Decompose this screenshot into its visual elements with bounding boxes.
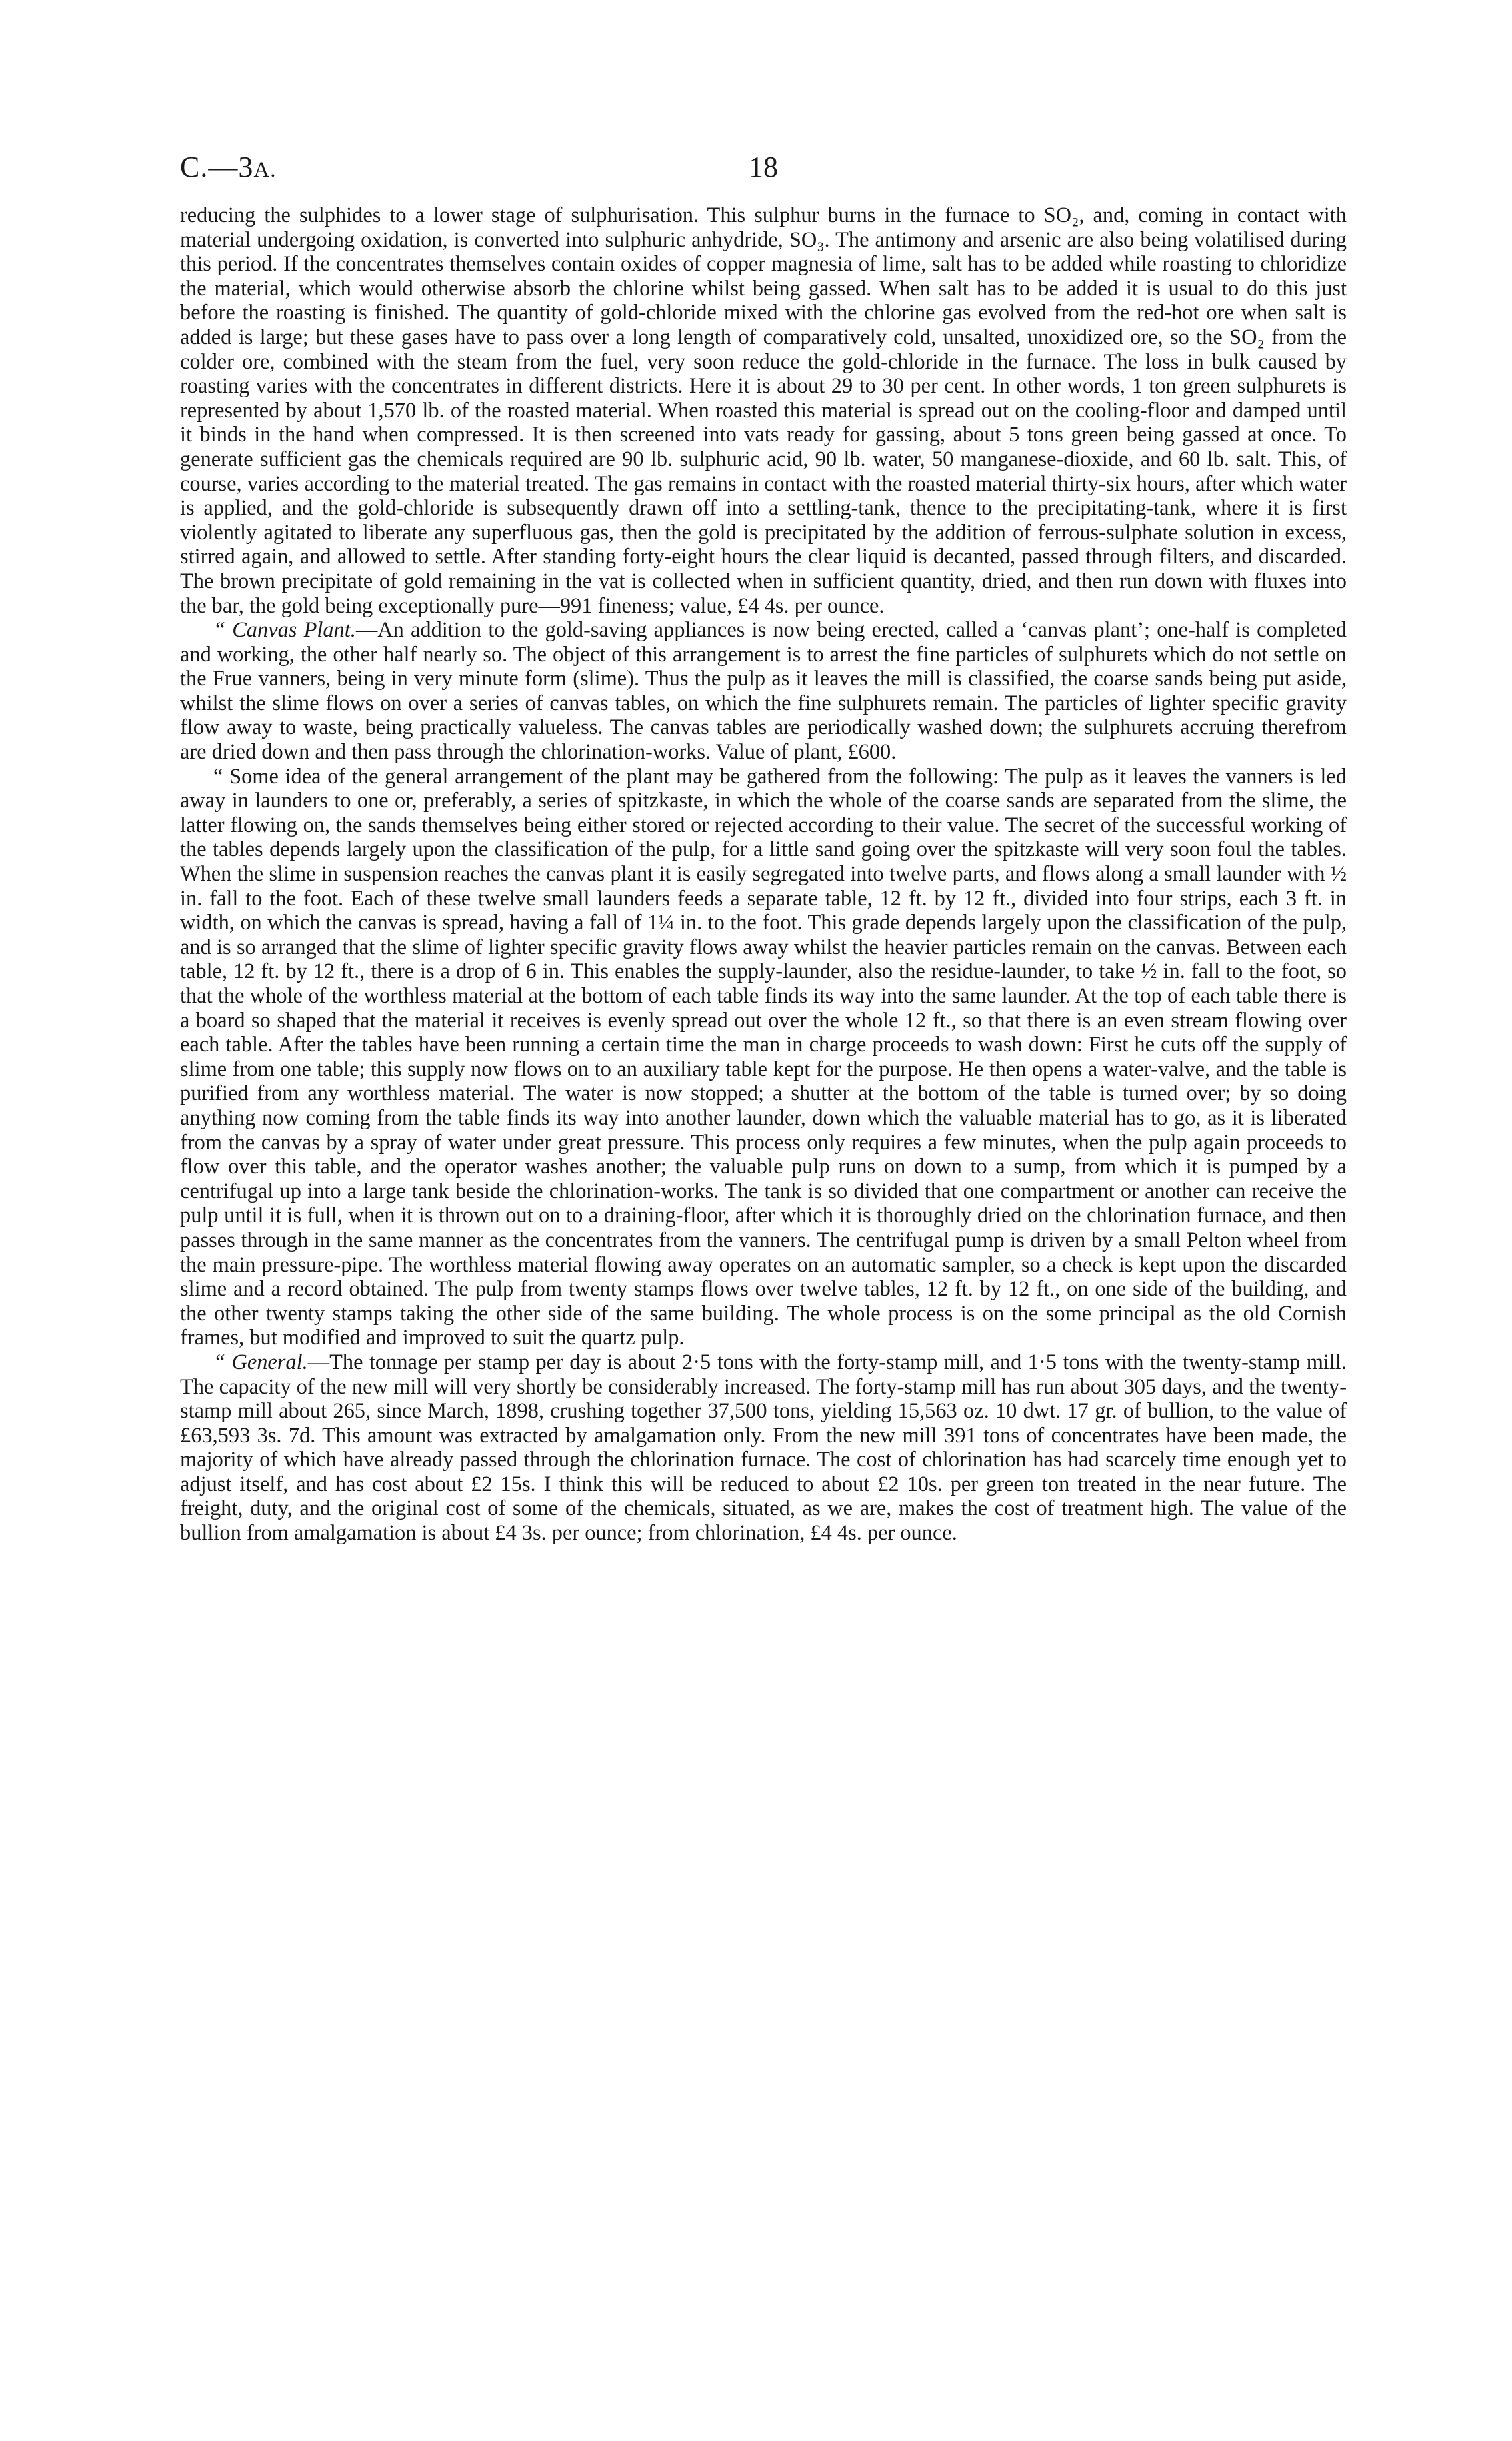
paragraph xyxy=(180,1350,1347,1546)
paragraph-lead: “ Canvas Plant. xyxy=(213,618,356,643)
report-ref-suffix: A. xyxy=(253,158,277,182)
page-body xyxy=(180,203,1347,1546)
paragraph xyxy=(180,618,1347,765)
paragraph-text: reducing the sulphides to a lower stage of sulphurisation. This sulphur burns in the furnace to SO₂, and, coming in contact with material undergoing oxidation, is converted into sulphuric anhydride, SO₃. The antimony and arsenic are also being volatilised during this period. If the concentrates themselves contain oxides of copper magnesia of lime, salt has to be added while roasting to chloridize the material, which would otherwise absorb the chlorine whilst being gassed. When salt has to be added it is usual to do this just before the roasting is finished. The quantity of gold-chloride mixed with the chlorine gas evolved from the red-hot ore when salt is added is large; but these gases have to pass over a long length of comparatively cold, unsalted, unoxidized ore, so the SO₂ from the colder ore, combined with the steam from the fuel, very soon reduce the gold-chloride in the furnace. The loss in bulk caused by roasting varies with the concentrates in different districts. Here it is about 29 to 30 per cent. In other words, 1 ton green sulphurets is represented by about 1,570 lb. of the roasted material. When roasted this material is spread out on the cooling-floor and damped until it binds in the hand when compressed. It is then screened into vats ready for gassing, about 5 tons green being gassed at once. To generate sufficient gas the chemicals required are 90 lb. sulphuric acid, 90 lb. water, 50 manganese-dioxide, and 60 lb. salt. This, of course, varies according to the material treated. The gas remains in contact with the roasted material thirty-six hours, after which water is applied, and the gold-chloride is subsequently drawn off into a settling-tank, thence to the precipitating-tank, where it is first violently agitated to liberate any superfluous gas, then the gold is precipitated by the addition of ferrous-sulphate solution in excess, stirred again, and allowed to settle. After standing forty-eight hours the clear liquid is decanted, passed through filters, and discarded. The brown precipitate of gold remaining in the vat is collected when in sufficient quantity, dried, and then run down with fluxes into the bar, the gold being exceptionally pure—991 fineness; value, £4 4s. per ounce. xyxy=(180,203,1347,618)
paragraph-text: —An addition to the gold-saving appliances is now being erected, called a ‘canvas plant’; one-half is completed and working, the other half nearly so. The object of this arrangement is to arrest the fine particles of sulphurets which do not settle on the Frue vanners, being in very minute form (slime). Thus the pulp as it leaves the mill is classified, the coarse sands being put aside, whilst the slime flows on over a series of canvas tables, on which the fine sulphurets remain. The particles of lighter specific gravity flow away to waste, being practically valueless. The canvas tables are periodically washed down; the sulphurets accruing therefrom are dried down and then pass through the chlorination-works. Value of plant, £600. xyxy=(180,618,1347,765)
paragraph xyxy=(180,203,1347,618)
report-ref-prefix: C.—3 xyxy=(180,151,254,183)
paragraph-text: —The tonnage per stamp per day is about 2·5 tons with the forty-stamp mill, and 1·5 tons with the twenty-stamp mill. The capacity of the new mill will very shortly be considerably increased. The forty-stamp mill has run about 305 days, and the twenty-stamp mill about 265, since March, 1898, crushing together 37,500 tons, yielding 15,563 oz. 10 dwt. 17 gr. of bullion, to the value of £63,593 3s. 7d. This amount was extracted by amalgamation only. From the new mill 391 tons of concentrates have been made, the majority of which have already passed through the chlorination furnace. The cost of chlorination has had scarcely time enough yet to adjust itself, and has cost about £2 15s. I think this will be reduced to about £2 10s. per green ton treated in the near future. The freight, duty, and the original cost of some of the chemicals, situated, as we are, makes the cost of treatment high. The value of the bullion from amalgamation is about £4 3s. per ounce; from chlorination, £4 4s. per ounce. xyxy=(180,1350,1347,1546)
page-number: 18 xyxy=(749,151,778,183)
document-page xyxy=(180,150,1347,1546)
paragraph-lead: “ General. xyxy=(213,1350,308,1374)
paragraph-text: “ Some idea of the general arrangement of the plant may be gathered from the following: The pulp as it leaves the vanners is led away in launders to one or, preferably, a series of spitzkaste, in which the whole of the coarse sands are separated from the slime, the latter flowing on, the sands themselves being either stored or rejected according to their value. The secret of the successful working of the tables depends largely upon the classification of the pulp, for a little sand going over the spitzkaste will very soon foul the tables. When the slime in suspension reaches the canvas plant it is easily segregated into twelve parts, and flows along a small launder with ½ in. fall to the foot. Each of these twelve small launders feeds a separate table, 12 ft. by 12 ft., divided into four strips, each 3 ft. in width, on which the canvas is spread, having a fall of 1¼ in. to the foot. This grade depends largely upon the classification of the pulp, and is so arranged that the slime of lighter specific gravity flows away whilst the heavier particles remain on the canvas. Between each table, 12 ft. by 12 ft., there is a drop of 6 in. This enables the supply-launder, also the residue-launder, to take ½ in. fall to the foot, so that the whole of the worthless material at the bottom of each table finds its way into the same launder. At the top of each table there is a board so shaped that the material it receives is evenly spread out over the whole 12 ft., so that there is an even stream flowing over each table. After the tables have been running a certain time the man in charge proceeds to wash down: First he cuts off the supply of slime from one table; this supply now flows on to an auxiliary table kept for the purpose. He then opens a water-valve, and the table is purified from any worthless material. The water is now stopped; a shutter at the bottom of the table is turned over; by so doing anything now coming from the table finds its way into another launder, down which the valuable material has to go, as it is liberated from the canvas by a spray of water under great pressure. This process only requires a few minutes, when the pulp again proceeds to flow over this table, and the operator washes another; the valuable pulp runs on down to a sump, from which it is pumped by a centrifugal up into a large tank beside the chlorination-works. The tank is so divided that one compartment or another can receive the pulp until it is full, when it is thrown out on to a draining-floor, after which it is thoroughly dried on the chlorination furnace, and then passes through in the same manner as the concentrates from the vanners. The centrifugal pump is driven by a small Pelton wheel from the main pressure-pipe. The worthless material flowing away operates on an automatic sampler, so a check is kept upon the discarded slime and a record obtained. The pulp from twenty stamps flows over twelve tables, 12 ft. by 12 ft., on one side of the building, and the other twenty stamps taking the other side of the same building. The whole process is on the some principal as the old Cornish frames, but modified and improved to suit the quartz pulp. xyxy=(180,764,1347,1350)
paragraph xyxy=(180,765,1347,1350)
page-header xyxy=(180,150,1347,203)
